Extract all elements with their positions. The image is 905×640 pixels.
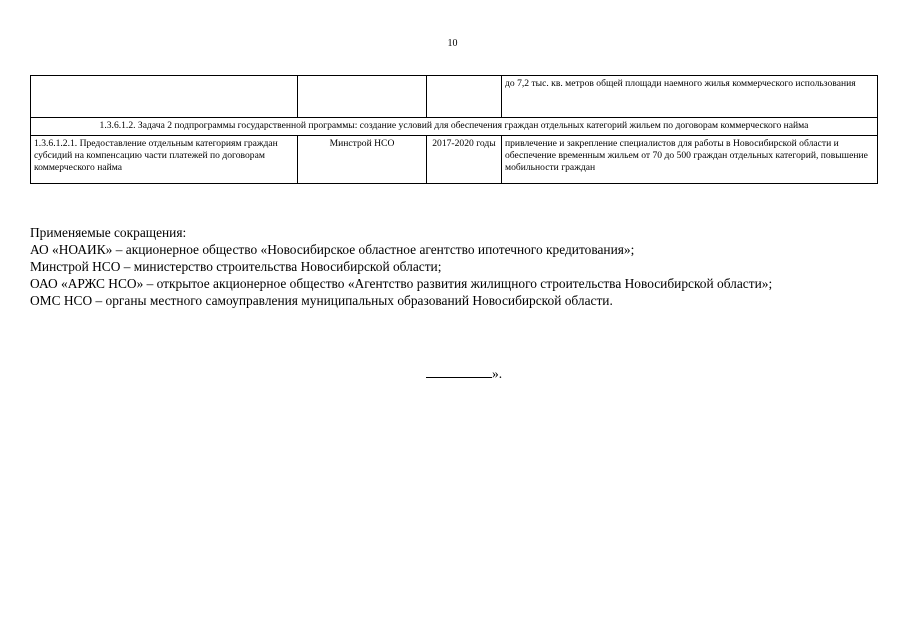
signature-line: [426, 366, 492, 378]
abbreviations-block: [30, 224, 890, 309]
table-row-task-header: [31, 118, 878, 136]
abbreviations-title: Применяемые сокращения:: [30, 225, 187, 240]
table-cell-measure: 1.3.6.1.2.1. Предоставление отдельным категориям граждан субсидий на компенсацию части платежей по договорам коммерческого найма: [31, 136, 298, 184]
table-cell-result: до 7,2 тыс. кв. метров общей площади наемного жилья коммерческого использования: [502, 76, 878, 118]
table-cell-period: 2017-2020 годы: [427, 136, 502, 184]
table-row: [31, 136, 878, 184]
table-row: [31, 76, 878, 118]
abbreviation-item: ОМС НСО – органы местного самоуправления муниципальных образований Новосибирской области.: [30, 293, 613, 308]
table-cell-executor: Минстрой НСО: [298, 136, 427, 184]
program-table: [30, 75, 878, 184]
table-cell-executor: [298, 76, 427, 118]
abbreviation-item: АО «НОАИК» – акционерное общество «Новосибирское областное агентство ипотечного кредитования»;: [30, 242, 635, 257]
task-header-cell: 1.3.6.1.2. Задача 2 подпрограммы государственной программы: создание условий для обеспечения граждан отдельных категорий жильем по договорам коммерческого найма: [31, 118, 878, 136]
abbreviation-item: ОАО «АРЖС НСО» – открытое акционерное общество «Агентство развития жилищного строительства Новосибирской области»;: [30, 276, 773, 291]
table-cell-period: [427, 76, 502, 118]
page-number: 10: [447, 38, 458, 49]
closing-quote: ».: [492, 366, 503, 381]
table-cell-measure: [31, 76, 298, 118]
table-cell-result: привлечение и закрепление специалистов для работы в Новосибирской области и обеспечение временным жильем от 70 до 500 граждан отдельных категорий, повышение мобильности граждан: [502, 136, 878, 184]
abbreviation-item: Минстрой НСО – министерство строительства Новосибирской области;: [30, 259, 442, 274]
closing-mark: [426, 366, 502, 382]
